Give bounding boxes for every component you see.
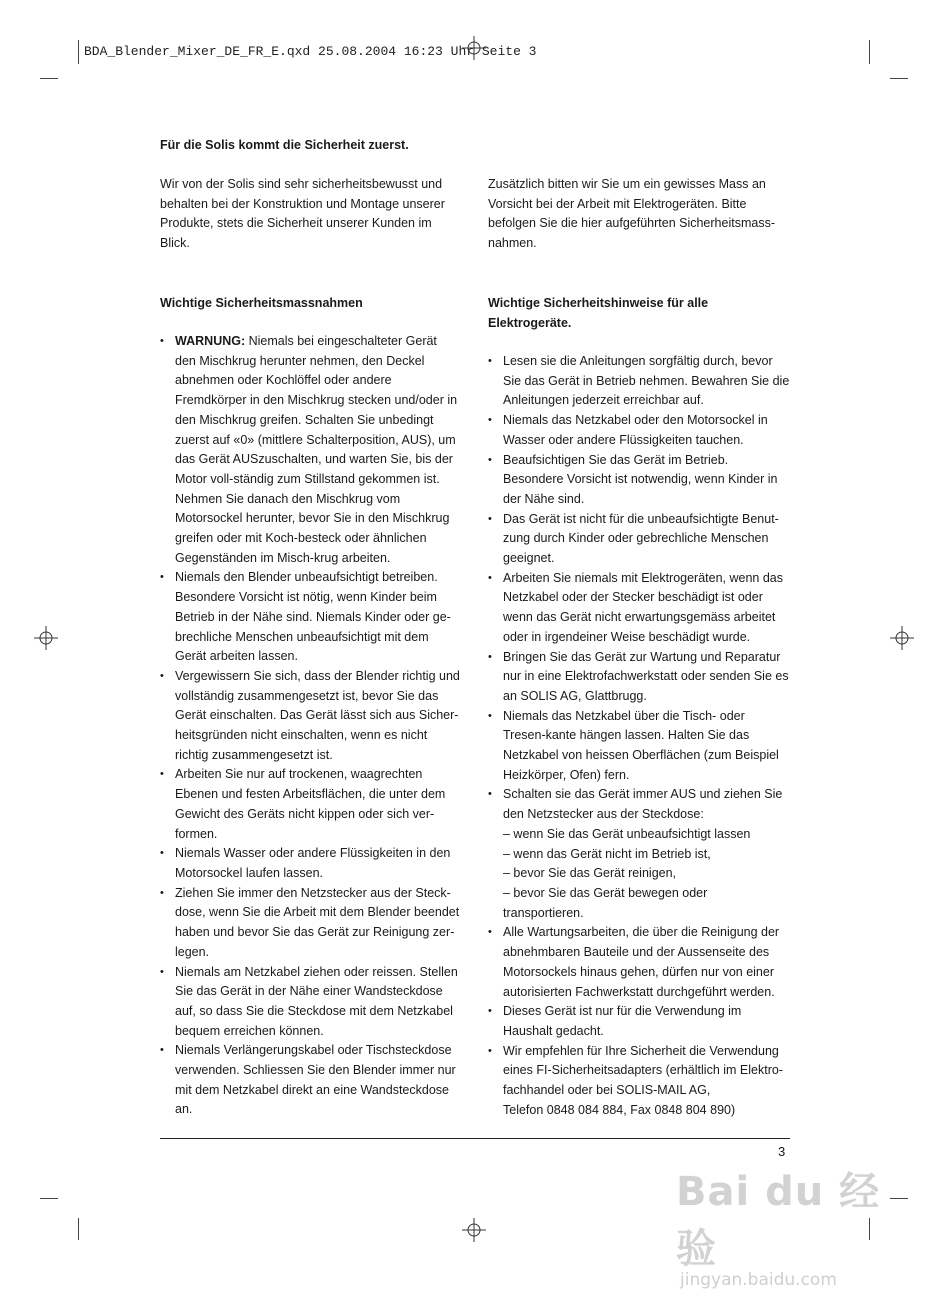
watermark [676, 1160, 896, 1290]
list-item: • Arbeiten Sie niemals mit Elektrogeräten, wenn das Netzkabel oder der Stecker beschädigt ist oder wenn das Gerät nicht erwartungsgemäss arbeitet oder in irgendeiner Weise beschädigt wurde. [488, 569, 790, 648]
crop-mark [40, 1198, 58, 1199]
list-item [160, 332, 460, 568]
intro-left-column [160, 175, 460, 254]
footer-rule [160, 1138, 790, 1139]
registration-mark-icon [462, 36, 486, 60]
crop-mark [890, 78, 908, 79]
watermark-url: jingyan.baidu.com [680, 1270, 837, 1290]
list-item: • Niemals Verlängerungskabel oder Tischsteckdose verwenden. Schliessen Sie den Blender immer nur mit dem Netzkabel direkt an eine Wandsteckdose an. [160, 1041, 460, 1120]
contact-line: Telefon 0848 084 884, Fax 0848 804 890) [503, 1102, 736, 1117]
page-number: 3 [778, 1144, 786, 1159]
registration-mark-icon [462, 1218, 486, 1242]
list-item: • Niemals am Netzkabel ziehen oder reissen. Stellen Sie das Gerät in der Nähe einer Wandsteckdose auf, so dass Sie die Steckdose mit dem Netzkabel bequem erreichen können. [160, 963, 460, 1042]
safety-measures-list [160, 332, 460, 1120]
sub-list-item: – wenn Sie das Gerät unbeaufsichtigt lassen [503, 826, 751, 841]
registration-mark-icon [34, 626, 58, 650]
list-item: • Vergewissern Sie sich, dass der Blender richtig und vollständig zusammengesetzt ist, bevor Sie das Gerät einschalten. Das Gerät lässt sich aus Sicher-heitsgründen nicht einschalten, wenn es nicht richtig zusammengesetzt ist. [160, 667, 460, 766]
list-item: • Schalten sie das Gerät immer AUS und ziehen Sie den Netzstecker aus der Steckdose: [488, 785, 790, 824]
intro-left-paragraph: Wir von der Solis sind sehr sicherheitsbewusst und behalten bei der Konstruktion und Montage unserer Produkte, stets die Sicherheit unserer Kunden im Blick. [160, 177, 445, 251]
registration-mark-icon [890, 626, 914, 650]
safety-notes-column [488, 293, 790, 1120]
list-item: • Niemals den Blender unbeaufsichtigt betreiben. Besondere Vorsicht ist nötig, wenn Kinder beim Betrieb in der Nähe sind. Niemals Kinder oder ge-brechliche Menschen unbeaufsichtigt mit dem Gerät arbeiten lassen. [160, 568, 460, 667]
safety-notes-list-continued [488, 923, 790, 1100]
crop-mark [40, 78, 58, 79]
list-item: • Niemals Wasser oder andere Flüssigkeiten in den Motorsockel laufen lassen. [160, 844, 460, 883]
warning-label: WARNUNG: [175, 334, 246, 348]
list-item: • Dieses Gerät ist nur für die Verwendung im Haushalt gedacht. [488, 1002, 790, 1041]
sub-list-item: – bevor Sie das Gerät bewegen oder transportieren. [503, 885, 708, 920]
print-slug: BDA_Blender_Mixer_DE_FR_E.qxd 25.08.2004 16:23 Uhr Seite 3 [84, 44, 537, 59]
intro-section [160, 135, 500, 155]
crop-mark [78, 1218, 79, 1240]
crop-mark [869, 40, 870, 64]
list-item: • Arbeiten Sie nur auf trockenen, waagrechten Ebenen und festen Arbeitsflächen, die unter dem Gewicht des Geräts nicht kippen oder sich ver-formen. [160, 765, 460, 844]
list-item: • Das Gerät ist nicht für die unbeaufsichtigte Benut-zung durch Kinder oder gebrechliche Menschen geeignet. [488, 510, 790, 569]
intro-right-paragraph: Zusätzlich bitten wir Sie um ein gewisses Mass an Vorsicht bei der Arbeit mit Elektrogeräten. Bitte befolgen Sie die hier aufgeführten Sicherheitsmass-nahmen. [488, 177, 775, 251]
sub-list-item: – bevor Sie das Gerät reinigen, [503, 866, 677, 881]
list-item: • Beaufsichtigen Sie das Gerät im Betrieb. Besondere Vorsicht ist notwendig, wenn Kinder in der Nähe sind. [488, 451, 790, 510]
list-item: • Ziehen Sie immer den Netzstecker aus der Steck-dose, wenn Sie die Arbeit mit dem Blender beendet haben und bevor Sie das Gerät zur Reinigung zer-legen. [160, 884, 460, 963]
safety-measures-column [160, 293, 460, 1120]
safety-notes-heading: Wichtige Sicherheitshinweise für alle Elektrogeräte. [488, 296, 709, 330]
list-item-text: Niemals bei eingeschalteter Gerät den Mischkrug herunter nehmen, den Deckel abnehmen oder Kochlöffel oder andere Fremdkörper in den Mischkrug stecken und/oder in den Mischkrug greifen. Schalten Sie unbedingt zuerst auf «0» (mittlere Schalterposition, AUS), um das Gerät AUSzuschalten, und warten Sie, bis der Motor voll-ständig zum Stillstand gekommen ist. Nehmen Sie danach den Mischkrug vom Motorsockel herunter, bevor Sie in den Mischkrug greifen oder mit Koch-besteck oder ähnlichen Gegenständen im Misch-krug arbeiten. [175, 334, 458, 565]
intro-title: Für die Solis kommt die Sicherheit zuerst. [160, 138, 409, 152]
list-item: • Alle Wartungsarbeiten, die über die Reinigung der abnehmbaren Bauteile und der Aussenseite des Motorsockels hinaus gehen, dürfen nur von einer autorisierten Fachwerkstatt durchgeführt werden. [488, 923, 790, 1002]
list-item: • Niemals das Netzkabel über die Tisch- oder Tresen-kante hängen lassen. Halten Sie das Netzkabel von heissen Oberflächen (zum Beispiel Heizkörper, Ofen) fern. [488, 707, 790, 786]
sub-list-item: – wenn das Gerät nicht im Betrieb ist, [503, 846, 711, 861]
intro-right-column [488, 175, 790, 254]
list-item: • Niemals das Netzkabel oder den Motorsockel in Wasser oder andere Flüssigkeiten tauchen. [488, 411, 790, 450]
safety-measures-heading: Wichtige Sicherheitsmassnahmen [160, 296, 363, 310]
watermark-logo: Bai du 经验 [676, 1169, 881, 1272]
safety-notes-list [488, 352, 790, 825]
list-item: • Bringen Sie das Gerät zur Wartung und Reparatur nur in eine Elektrofachwerkstatt oder senden Sie es an SOLIS AG, Glattbrugg. [488, 648, 790, 707]
crop-mark [78, 40, 79, 64]
list-item: • Lesen sie die Anleitungen sorgfältig durch, bevor Sie das Gerät in Betrieb nehmen. Bewahren Sie die Anleitungen jederzeit erreichbar auf. [488, 352, 790, 411]
list-item: • Wir empfehlen für Ihre Sicherheit die Verwendung eines FI-Sicherheitsadapters (erhältlich im Elektro-fachhandel oder bei SOLIS-MAIL AG, [488, 1042, 790, 1101]
